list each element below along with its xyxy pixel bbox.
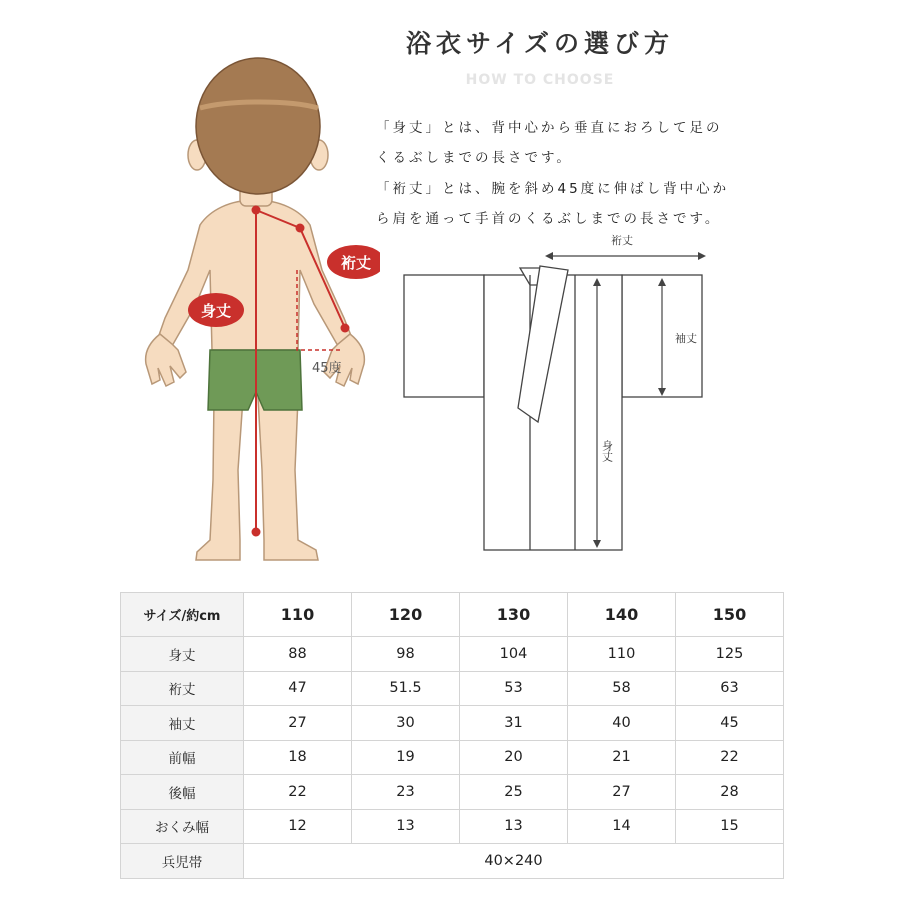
table-cell: 88 (244, 637, 352, 672)
yuki-label: 裄丈 (611, 234, 633, 247)
table-cell: 14 (568, 809, 676, 844)
yukata-diagram (398, 230, 708, 560)
table-cell: 27 (568, 775, 676, 810)
table-row (121, 740, 784, 775)
table-cell: 63 (676, 671, 784, 706)
row-label: 身丈 (121, 637, 244, 672)
sode-label: 袖丈 (675, 332, 697, 345)
table-cell: 110 (568, 637, 676, 672)
table-row (121, 775, 784, 810)
page-subtitle: HOW TO CHOOSE (465, 72, 615, 88)
table-cell: 98 (352, 637, 460, 672)
row-label: 袖丈 (121, 706, 244, 741)
table-cell: 47 (244, 671, 352, 706)
table-cell: 13 (352, 809, 460, 844)
size-header-cell: 140 (568, 593, 676, 637)
table-cell: 51.5 (352, 671, 460, 706)
obi-value-cell: 40×240 (244, 844, 784, 879)
size-header-cell: 110 (244, 593, 352, 637)
table-cell: 28 (676, 775, 784, 810)
size-header-cell: 150 (676, 593, 784, 637)
table-cell: 125 (676, 637, 784, 672)
description-line: 「裄丈」とは、腕を斜め45度に伸ばし背中心か (376, 181, 730, 197)
description-line: 「身丈」とは、背中心から垂直におろして足の (376, 120, 723, 136)
table-cell: 21 (568, 740, 676, 775)
table-cell: 104 (460, 637, 568, 672)
table-row (121, 706, 784, 741)
size-header-cell: 120 (352, 593, 460, 637)
table-cell: 22 (244, 775, 352, 810)
page-title: 浴衣サイズの選び方 (405, 29, 674, 58)
sleeve-span-label: 裄丈 (340, 254, 372, 272)
table-cell: 22 (676, 740, 784, 775)
table-cell: 31 (460, 706, 568, 741)
table-cell: 25 (460, 775, 568, 810)
size-header-cell: 130 (460, 593, 568, 637)
table-cell: 23 (352, 775, 460, 810)
body-length-label: 身丈 (200, 302, 232, 320)
table-row (121, 809, 784, 844)
row-label: 裄丈 (121, 671, 244, 706)
table-cell: 15 (676, 809, 784, 844)
table-row-obi (121, 844, 784, 879)
hair-shape (196, 58, 320, 194)
table-cell: 30 (352, 706, 460, 741)
description-line: ら肩を通って手首のくるぶしまでの長さです。 (376, 211, 722, 227)
row-label: 前幅 (121, 740, 244, 775)
table-cell: 53 (460, 671, 568, 706)
row-label: 後幅 (121, 775, 244, 810)
table-cell: 58 (568, 671, 676, 706)
yuki-arrow (545, 252, 706, 260)
description-line: くるぶしまでの長さです。 (376, 150, 573, 166)
table-cell: 18 (244, 740, 352, 775)
row-label: おくみ幅 (121, 809, 244, 844)
table-cell: 12 (244, 809, 352, 844)
table-cell: 19 (352, 740, 460, 775)
table-row (121, 637, 784, 672)
table-row (121, 671, 784, 706)
table-header-row (121, 593, 784, 637)
table-cell: 20 (460, 740, 568, 775)
row-label: 兵児帯 (121, 844, 244, 879)
size-table (120, 592, 784, 879)
table-cell: 40 (568, 706, 676, 741)
table-cell: 27 (244, 706, 352, 741)
angle-label: 45度 (312, 361, 342, 376)
table-cell: 13 (460, 809, 568, 844)
table-cell: 45 (676, 706, 784, 741)
child-measurement-illustration (130, 55, 380, 570)
mi-label: 身丈 (600, 440, 614, 462)
table-corner-cell: サイズ/約cm (121, 593, 244, 637)
